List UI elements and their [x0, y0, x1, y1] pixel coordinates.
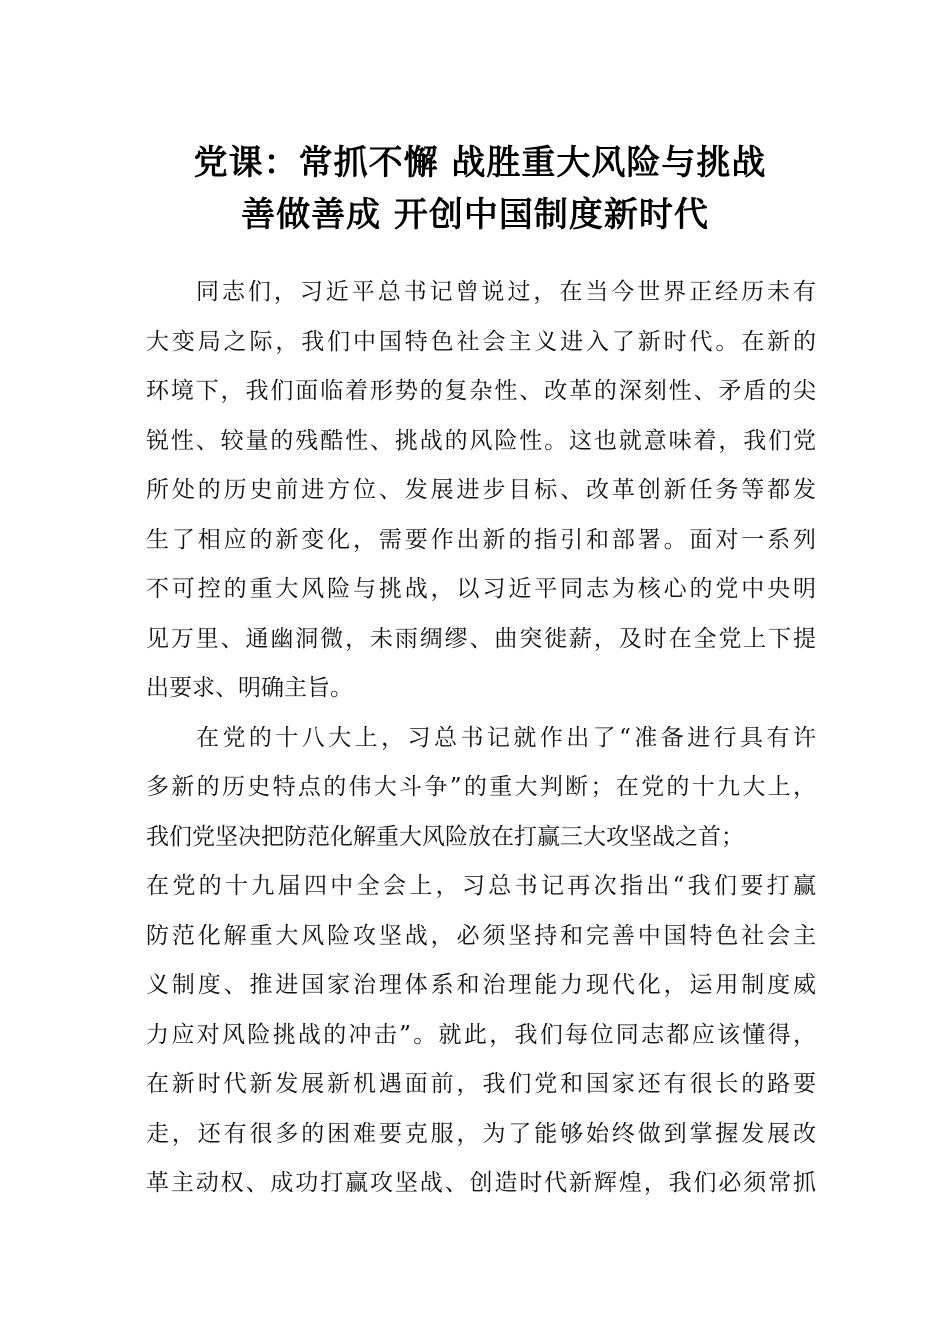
- paragraph-line: 出要求、明确主旨。: [146, 675, 353, 701]
- paragraph-line: 防范化解重大风险攻坚战，必须坚持和完善中国特色社会主: [146, 922, 816, 949]
- paragraph-line: 在新时代新发展新机遇面前，我们党和国家还有很长的路要: [146, 1071, 816, 1097]
- paragraph-line: 在党的十八大上，习总书记就作出了“准备进行具有许: [196, 724, 816, 751]
- paragraph-1: [146, 268, 816, 714]
- paragraph-line: 革主动权、成功打赢攻坚战、创造时代新辉煌，我们必须常抓: [146, 1170, 816, 1196]
- paragraph-line: 走，还有很多的困难要克服，为了能够始终做到掌握发展改: [146, 1120, 816, 1147]
- paragraph-line: 义制度、推进国家治理体系和治理能力现代化，运用制度威: [146, 972, 816, 998]
- paragraph-line: 不可控的重大风险与挑战，以习近平同志为核心的党中央明: [146, 576, 816, 602]
- paragraph-line: 同志们，习近平总书记曾说过，在当今世界正经历未有: [196, 279, 816, 305]
- paragraph-2: [146, 714, 816, 1209]
- paragraph-line: 在党的十九届四中全会上，习总书记再次指出“我们要打赢: [146, 873, 816, 899]
- paragraph-line: 所处的历史前进方位、发展进步目标、改革创新任务等都发: [146, 477, 816, 503]
- paragraph-line: 大变局之际，我们中国特色社会主义进入了新时代。在新的: [146, 328, 816, 355]
- paragraph-line: 见万里、通幽洞微，未雨绸缪、曲突徙薪，及时在全党上下提: [146, 625, 816, 652]
- paragraph-line: 锐性、较量的残酷性、挑战的风险性。这也就意味着，我们党: [146, 427, 816, 454]
- title-line-1: 党课：常抓不懈 战胜重大风险与挑战: [193, 143, 767, 183]
- title-line-2: 善做善成 开创中国制度新时代: [241, 195, 709, 235]
- paragraph-line: 力应对风险挑战的冲击”。就此，我们每位同志都应该懂得，: [146, 1021, 816, 1048]
- paragraph-line: 多新的历史特点的伟大斗争”的重大判断；在党的十九大上，: [146, 774, 816, 800]
- paragraph-line: 我们党坚决把防范化解重大风险放在打赢三大攻坚战之首；: [146, 823, 744, 850]
- paragraph-line: 生了相应的新变化，需要作出新的指引和部署。面对一系列: [146, 526, 816, 553]
- document-title: [0, 138, 950, 240]
- document-body: [146, 268, 816, 1209]
- paragraph-line: 环境下，我们面临着形势的复杂性、改革的深刻性、矛盾的尖: [146, 378, 816, 404]
